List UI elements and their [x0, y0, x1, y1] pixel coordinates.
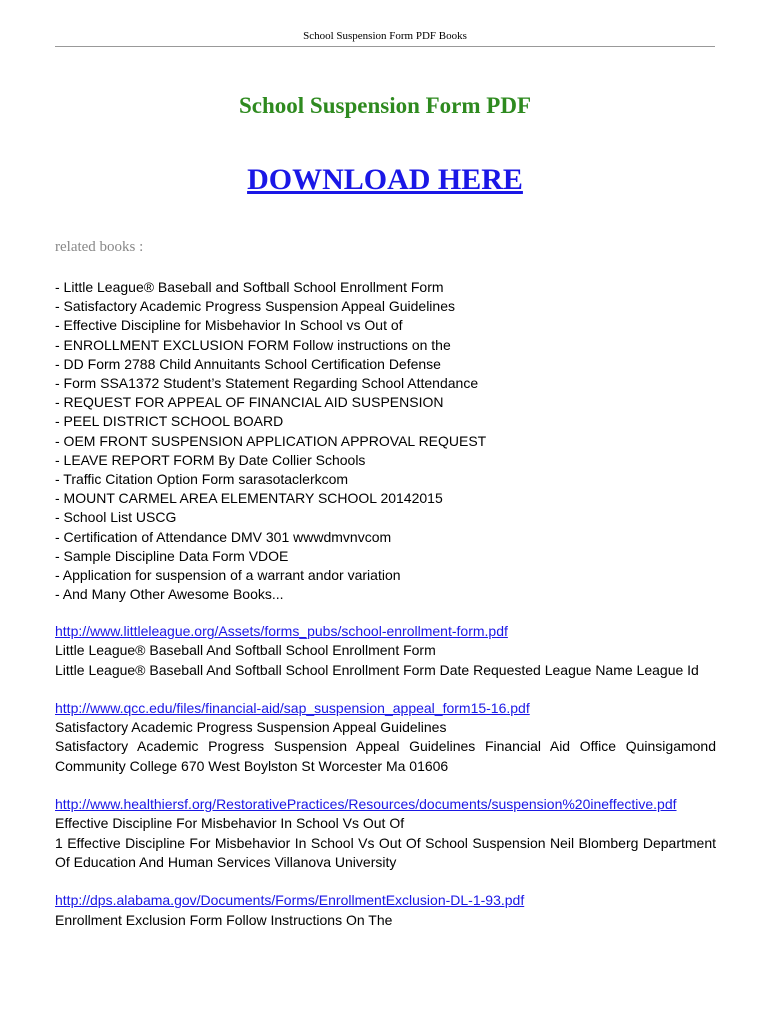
book-entry: [55, 795, 716, 872]
entry-description: Satisfactory Academic Progress Suspension Appeal Guidelines Financial Aid Office Quinsigamond Community College 670 West Boylston St Worcester Ma 01606: [55, 738, 716, 774]
related-book-item: - Form SSA1372 Student’s Statement Regarding School Attendance: [55, 375, 479, 392]
related-books-list: [55, 278, 720, 604]
entry-title: Effective Discipline For Misbehavior In School Vs Out Of: [55, 815, 405, 832]
related-book-item: - Traffic Citation Option Form sarasotaclerkcom: [55, 471, 349, 488]
book-entry: [55, 891, 716, 930]
header-divider: [55, 46, 715, 47]
book-entries: [55, 622, 716, 949]
document-title: School Suspension Form PDF: [238, 93, 531, 118]
related-book-item: - LEAVE REPORT FORM By Date Collier Schools: [55, 451, 366, 468]
entry-link[interactable]: http://www.healthiersf.org/RestorativePractices/Resources/documents/suspension%20ineffective.pdf: [55, 796, 677, 813]
download-link[interactable]: DOWNLOAD HERE: [247, 163, 523, 196]
entry-title: Little League® Baseball And Softball School Enrollment Form: [55, 642, 436, 659]
related-book-item: - DD Form 2788 Child Annuitants School Certification Defense: [55, 355, 441, 372]
entry-link[interactable]: http://dps.alabama.gov/Documents/Forms/EnrollmentExclusion-DL-1-93.pdf: [55, 892, 525, 909]
running-header: School Suspension Form PDF Books: [303, 30, 467, 42]
related-book-item: - Sample Discipline Data Form VDOE: [55, 547, 289, 564]
related-book-item: - MOUNT CARMEL AREA ELEMENTARY SCHOOL 20142015: [55, 490, 443, 507]
related-book-item: - School List USCG: [55, 509, 177, 526]
entry-link[interactable]: http://www.littleleague.org/Assets/forms_pubs/school-enrollment-form.pdf: [55, 623, 508, 639]
entry-description: 1 Effective Discipline For Misbehavior In School Vs Out Of School Suspension Neil Blomberg Department Of Education And Human Services Villanova University: [55, 834, 716, 870]
entry-link[interactable]: http://www.qcc.edu/files/financial-aid/sap_suspension_appeal_form15-16.pdf: [55, 699, 530, 716]
book-entry: [55, 622, 716, 680]
related-book-item: - REQUEST FOR APPEAL OF FINANCIAL AID SUSPENSION: [55, 394, 444, 411]
related-book-item: - OEM FRONT SUSPENSION APPLICATION APPROVAL REQUEST: [55, 432, 487, 449]
related-book-item: - Effective Discipline for Misbehavior In School vs Out of: [55, 317, 403, 334]
related-book-item: - Certification of Attendance DMV 301 wwwdmvnvcom: [55, 528, 392, 545]
related-book-item: - Satisfactory Academic Progress Suspension Appeal Guidelines: [55, 298, 455, 315]
related-books-label: related books :: [55, 239, 144, 255]
related-book-item: - Little League® Baseball and Softball School Enrollment Form: [55, 279, 444, 295]
download-section: [0, 163, 770, 197]
entry-description: Little League® Baseball And Softball School Enrollment Form Date Requested League Name League Id: [55, 661, 699, 678]
related-book-item: - Application for suspension of a warrant andor variation: [55, 567, 401, 584]
book-entry: [55, 699, 716, 776]
related-book-item: - And Many Other Awesome Books...: [55, 586, 284, 603]
entry-title: Enrollment Exclusion Form Follow Instructions On The: [55, 911, 393, 928]
related-book-item: - PEEL DISTRICT SCHOOL BOARD: [55, 413, 284, 430]
related-book-item: - ENROLLMENT EXCLUSION FORM Follow instructions on the: [55, 336, 451, 353]
entry-title: Satisfactory Academic Progress Suspension Appeal Guidelines: [55, 719, 447, 736]
